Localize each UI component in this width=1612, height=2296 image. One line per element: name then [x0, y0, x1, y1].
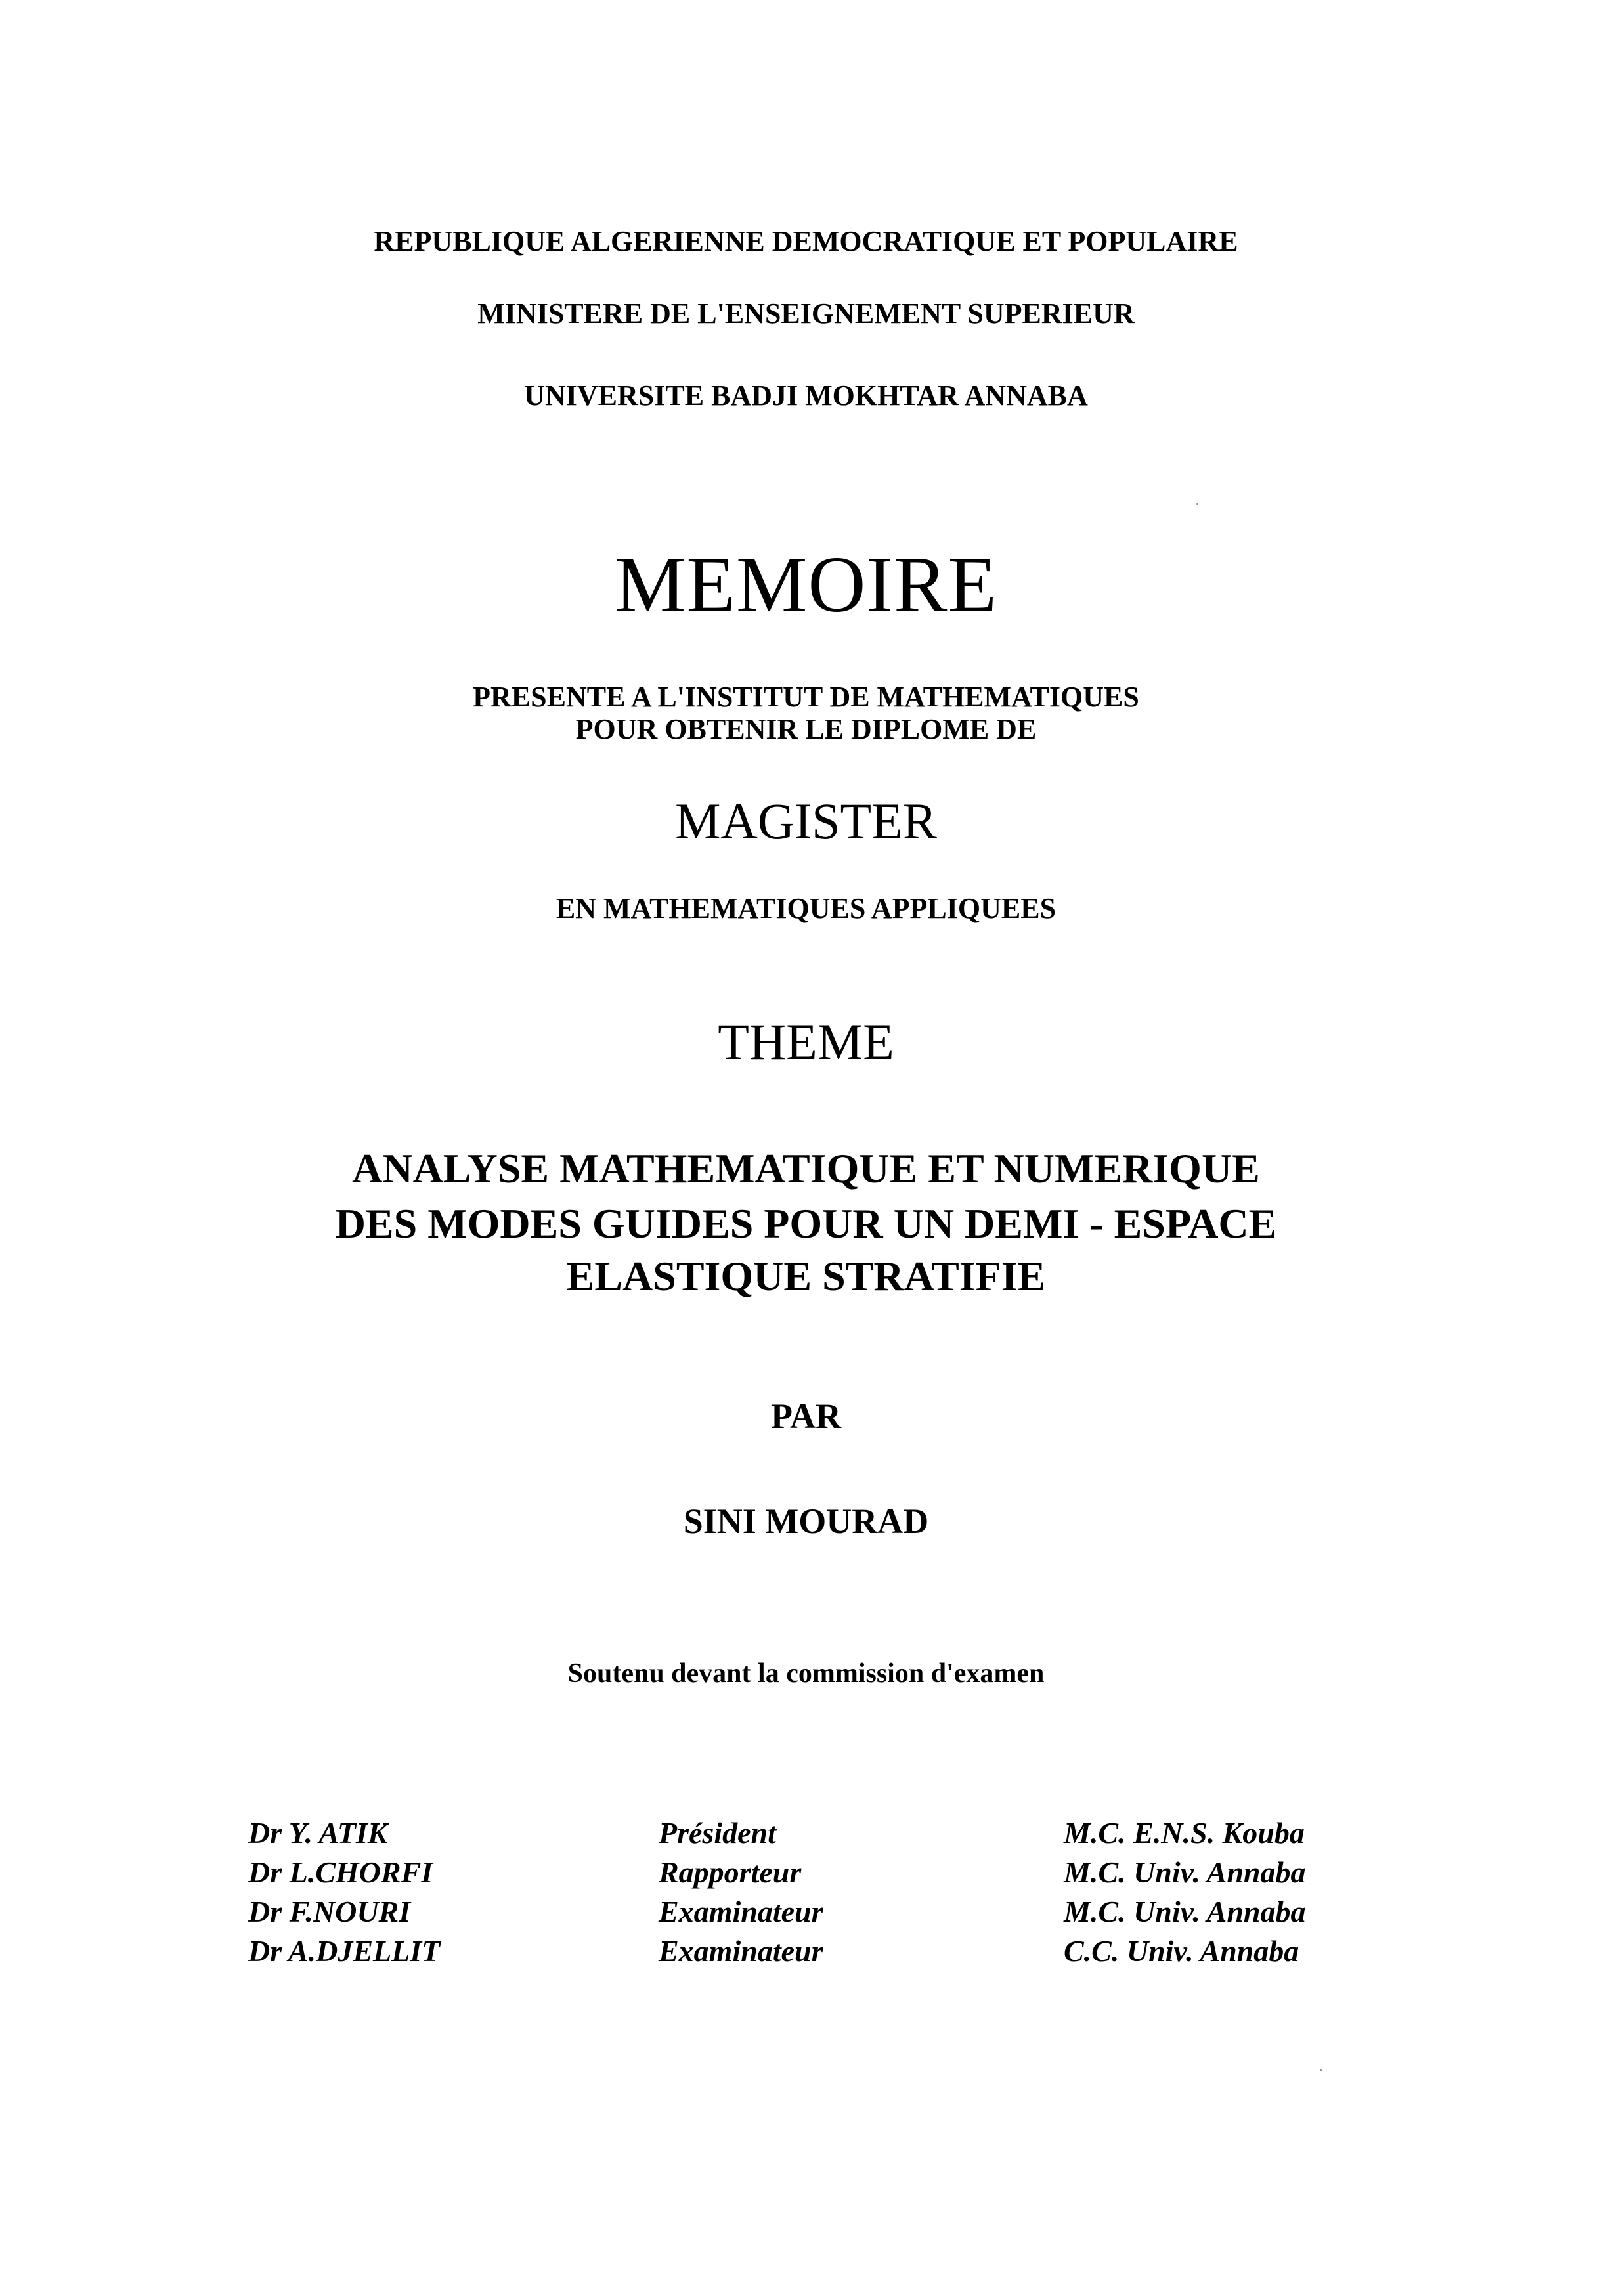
scan-speck	[1320, 2069, 1322, 2071]
scan-speck	[1196, 503, 1198, 505]
jury-row	[0, 1932, 1612, 1971]
jury-row	[0, 1892, 1612, 1932]
jury-member-name: Dr L.CHORFI	[248, 1855, 433, 1889]
document-type-title: MEMOIRE	[614, 540, 998, 629]
jury-member-affiliation: M.C. Univ. Annaba	[1064, 1855, 1306, 1889]
jury-row	[0, 1813, 1612, 1853]
thesis-title-line-2: DES MODES GUIDES POUR UN DEMI - ESPACE	[335, 1200, 1277, 1247]
jury-member-name: Dr A.DJELLIT	[248, 1934, 441, 1968]
jury-member-affiliation: M.C. E.N.S. Kouba	[1064, 1816, 1305, 1850]
republic-heading: REPUBLIQUE ALGERIENNE DEMOCRATIQUE ET POPULAIRE	[374, 225, 1238, 257]
jury-member-affiliation: C.C. Univ. Annaba	[1064, 1934, 1299, 1968]
jury-row	[0, 1853, 1612, 1892]
by-label: PAR	[771, 1397, 841, 1436]
jury-table	[0, 1813, 1612, 1971]
thesis-title-line-1: ANALYSE MATHEMATIQUE ET NUMERIQUE	[352, 1145, 1260, 1192]
theme-label: THEME	[718, 1013, 894, 1070]
jury-member-role: Rapporteur	[659, 1855, 802, 1889]
presented-line-1: PRESENTE A L'INSTITUT DE MATHEMATIQUES	[473, 681, 1139, 713]
author-name: SINI MOURAD	[683, 1502, 929, 1541]
jury-member-role: Président	[659, 1816, 776, 1850]
jury-member-affiliation: M.C. Univ. Annaba	[1064, 1895, 1306, 1928]
jury-member-role: Examinateur	[659, 1895, 823, 1928]
thesis-title-line-3: ELASTIQUE STRATIFIE	[566, 1253, 1046, 1299]
university-heading: UNIVERSITE BADJI MOKHTAR ANNABA	[524, 379, 1088, 412]
committee-label: Soutenu devant la commission d'examen	[567, 1658, 1045, 1689]
jury-member-name: Dr F.NOURI	[248, 1895, 411, 1928]
ministry-heading: MINISTERE DE L'ENSEIGNEMENT SUPERIEUR	[477, 297, 1135, 330]
jury-member-name: Dr Y. ATIK	[248, 1816, 388, 1850]
presented-line-2: POUR OBTENIR LE DIPLOME DE	[575, 713, 1037, 745]
degree-title: MAGISTER	[675, 792, 937, 850]
jury-member-role: Examinateur	[659, 1934, 823, 1968]
field-heading: EN MATHEMATIQUES APPLIQUEES	[555, 892, 1057, 924]
